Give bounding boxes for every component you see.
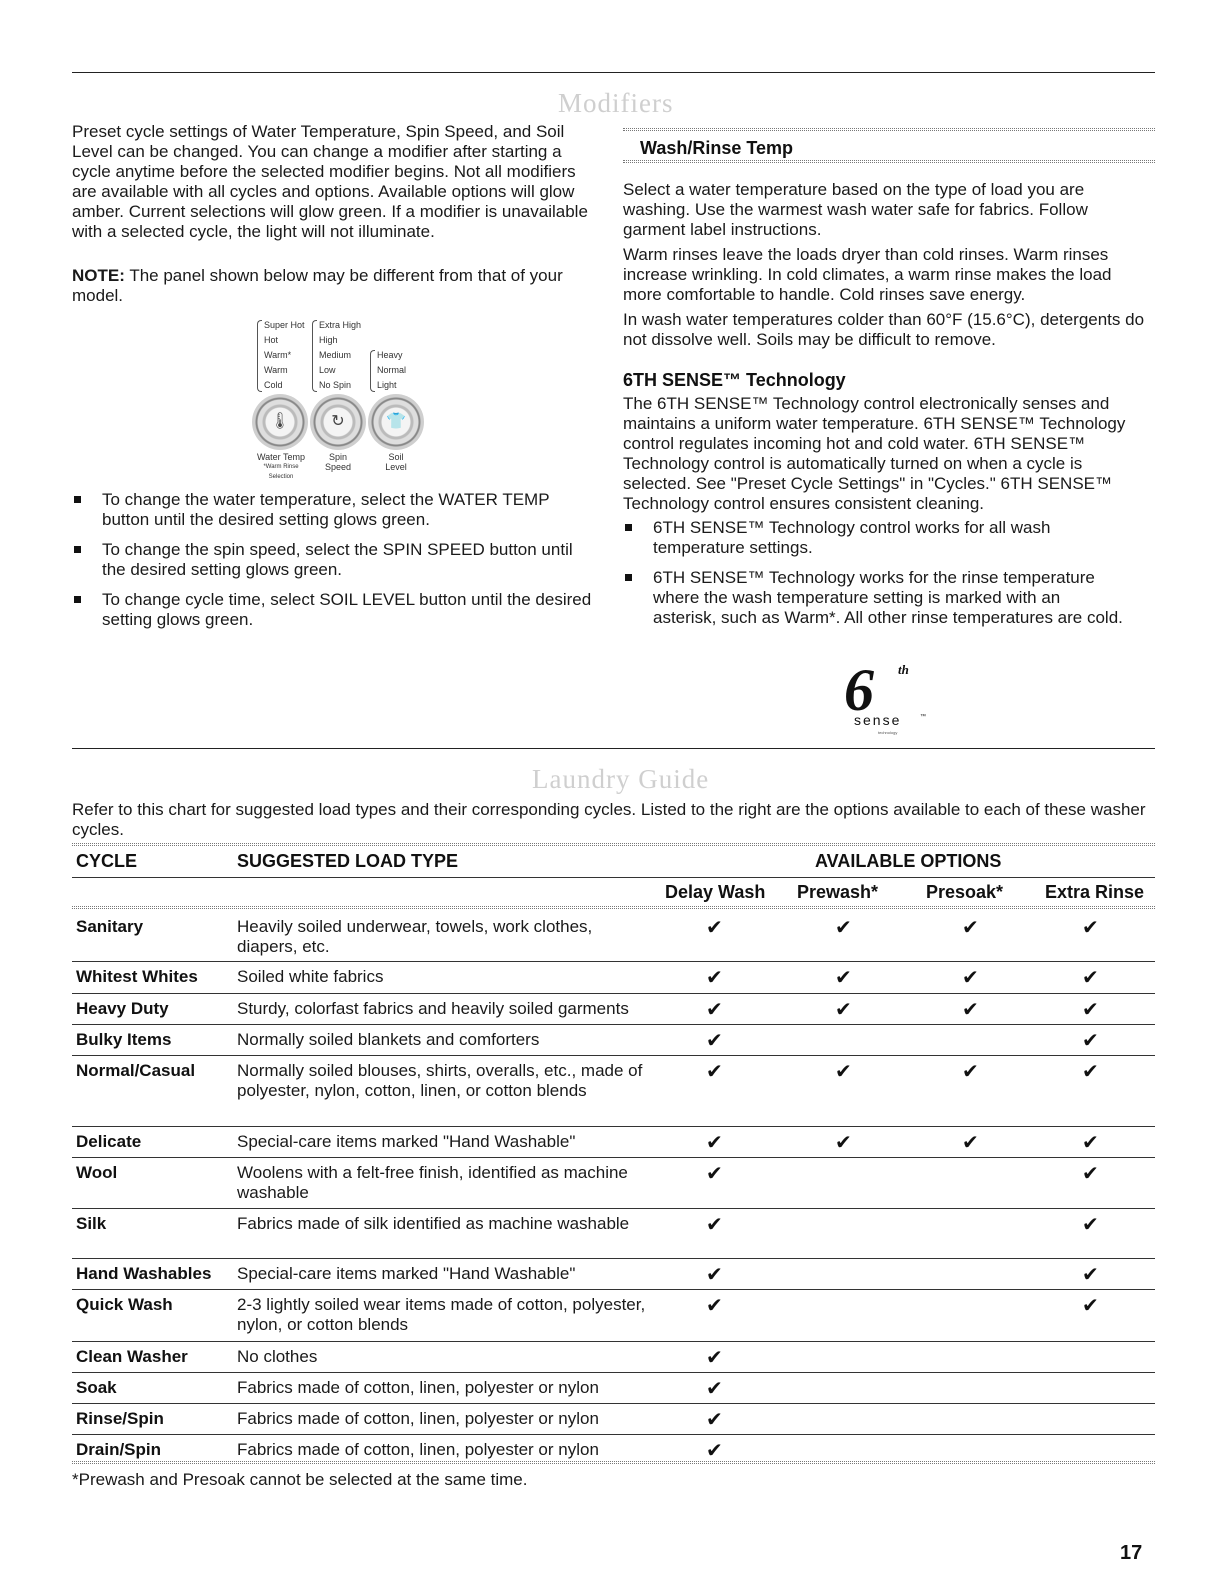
table-row (72, 994, 1155, 1025)
check-icon: ✔ (1082, 1130, 1099, 1154)
water-temp-label: Water Temp (256, 452, 305, 462)
spin-icon: ↻ (331, 413, 345, 430)
table-row (72, 1158, 1155, 1209)
table-row (72, 1404, 1155, 1435)
divider (72, 906, 1155, 909)
water-temp-sub1: *Warm Rinse (263, 464, 299, 470)
cycle-name: Soak (76, 1378, 117, 1397)
divider (72, 843, 1155, 846)
check-icon: ✔ (835, 915, 852, 939)
check-icon: ✔ (1082, 1059, 1099, 1083)
check-icon: ✔ (962, 965, 979, 989)
wash-rinse-p2: Warm rinses leave the loads dryer than cold rinses. Warm rinses increase wrinkling. In cold climates, a warm rinse makes the load more comfortable to handle. Cold rinses save energy. (623, 245, 1112, 304)
spin-label: Spin (328, 452, 347, 462)
cycle-name: Clean Washer (76, 1347, 188, 1366)
load-type: Special-care items marked "Hand Washable" (237, 1264, 576, 1283)
thermometer-icon: 🌡 (269, 413, 291, 430)
spin-option: No Spin (319, 380, 352, 390)
check-icon: ✔ (706, 1059, 723, 1083)
header-prewash: Prewash* (797, 882, 879, 902)
list-item: 6TH SENSE™ Technology works for the rinse temperature where the wash temperature setting is marked with an asterisk, such as Warm*. All other rinse temperatures are cold. (623, 568, 1123, 628)
load-type: Fabrics made of cotton, linen, polyester or nylon (237, 1409, 599, 1428)
sixth-sense-logo (838, 658, 948, 738)
check-icon: ✔ (1082, 1161, 1099, 1185)
divider (623, 160, 1155, 163)
modifiers-bullets (72, 490, 592, 630)
load-type: Fabrics made of cotton, linen, polyester or nylon (237, 1440, 599, 1459)
check-icon: ✔ (706, 997, 723, 1021)
cycle-name: Heavy Duty (76, 999, 169, 1018)
table-row (72, 1056, 1155, 1127)
cycle-name: Wool (76, 1163, 118, 1182)
check-icon: ✔ (1082, 1262, 1099, 1286)
load-type: Special-care items marked "Hand Washable" (237, 1132, 576, 1151)
table-row (72, 1342, 1155, 1373)
load-type: Soiled white fabrics (237, 967, 384, 986)
load-type: No clothes (237, 1347, 318, 1366)
control-panel-figure (250, 318, 430, 478)
sixth-sense-heading: 6TH SENSE™ Technology (623, 370, 846, 390)
water-temp-knob[interactable] (252, 394, 308, 450)
check-icon: ✔ (835, 997, 852, 1021)
water-temp-option: Warm (264, 365, 288, 375)
table-row (72, 1127, 1155, 1158)
check-icon: ✔ (962, 997, 979, 1021)
top-rule (72, 72, 1155, 73)
load-type: Normally soiled blankets and comforters (237, 1030, 540, 1049)
cycle-name: Hand Washables (76, 1264, 212, 1283)
spin-bracket (312, 320, 317, 392)
logo-sub: technology (878, 730, 898, 735)
load-type: Woolens with a felt-free finish, identified as machine washable (237, 1163, 628, 1202)
spin-option: Extra High (319, 320, 362, 330)
load-type: Normally soiled blouses, shirts, overalls, etc., made of polyester, nylon, cotton, linen, or cotton blends (237, 1061, 643, 1100)
wash-rinse-p3: In wash water temperatures colder than 60°F (15.6°C), detergents do not dissolve well. Soils may be difficult to remove. (623, 310, 1145, 349)
table-row (72, 912, 1155, 962)
header-options: AVAILABLE OPTIONS (815, 851, 1002, 871)
logo-th: th (898, 662, 909, 677)
soil-level-knob[interactable] (368, 394, 424, 450)
check-icon: ✔ (1082, 915, 1099, 939)
check-icon: ✔ (706, 1293, 723, 1317)
table-row (72, 1290, 1155, 1342)
water-temp-option: Hot (264, 335, 279, 345)
check-icon: ✔ (1082, 1212, 1099, 1236)
check-icon: ✔ (706, 1345, 723, 1369)
check-icon: ✔ (706, 1376, 723, 1400)
header-extra-rinse: Extra Rinse (1045, 882, 1145, 902)
divider (72, 1461, 1155, 1464)
list-item: 6TH SENSE™ Technology control works for all wash temperature settings. (623, 518, 1123, 558)
soil-bracket (370, 350, 375, 392)
middle-rule (72, 748, 1155, 749)
soil-option: Heavy (377, 350, 403, 360)
check-icon: ✔ (1082, 965, 1099, 989)
laundry-guide-title: Laundry Guide (532, 764, 710, 794)
logo-word: sense (854, 712, 902, 728)
check-icon: ✔ (835, 965, 852, 989)
spin-option: Low (319, 365, 336, 375)
logo-six: 6 (844, 658, 874, 723)
modifiers-note (72, 266, 592, 306)
header-rule (72, 877, 1155, 878)
cycle-name: Quick Wash (76, 1295, 173, 1314)
footnote: *Prewash and Presoak cannot be selected at the same time. (72, 1470, 528, 1489)
note-label: NOTE: (72, 266, 125, 285)
table-row (72, 1435, 1155, 1462)
wash-rinse-p1: Select a water temperature based on the type of load you are washing. Use the warmest wash water safe for fabrics. Follow garment label instructions. (623, 180, 1088, 239)
check-icon: ✔ (835, 1059, 852, 1083)
spin-label2: Speed (324, 462, 352, 472)
load-type: Sturdy, colorfast fabrics and heavily soiled garments (237, 999, 629, 1018)
check-icon: ✔ (1082, 1293, 1099, 1317)
header-load: SUGGESTED LOAD TYPE (237, 851, 459, 871)
check-icon: ✔ (706, 915, 723, 939)
check-icon: ✔ (1082, 997, 1099, 1021)
water-temp-option: Cold (264, 380, 283, 390)
divider (623, 128, 1155, 131)
table-row (72, 1209, 1155, 1259)
logo-tm: ™ (920, 714, 926, 720)
check-icon: ✔ (706, 1262, 723, 1286)
spin-option: Medium (319, 350, 352, 360)
sixth-sense-p1: The 6TH SENSE™ Technology control electronically senses and maintains a uniform water temperature. 6TH SENSE™ Technology control regulates incoming hot and cold water. 6TH SENSE™ Technology control is automatically turned on when a cycle is selected. See "Preset Cycle Settings" in "Cycles." 6TH SENSE™ Technology control ensures consistent cleaning. (623, 394, 1126, 513)
load-type: Heavily soiled underwear, towels, work clothes, diapers, etc. (237, 917, 593, 956)
cycle-name: Drain/Spin (76, 1440, 162, 1459)
header-presoak: Presoak* (926, 882, 1004, 902)
header-cycle: CYCLE (76, 851, 138, 871)
wash-rinse-heading: Wash/Rinse Temp (640, 138, 794, 158)
cycle-name: Bulky Items (76, 1030, 172, 1049)
table-row (72, 1259, 1155, 1290)
list-item: To change the water temperature, select the WATER TEMP button until the desired setting glows green. (72, 490, 592, 530)
soil-label: Soil (388, 452, 404, 462)
check-icon: ✔ (706, 1161, 723, 1185)
spin-option: High (319, 335, 338, 345)
logo-graphic (838, 658, 948, 738)
soil-option: Normal (377, 365, 407, 375)
check-icon: ✔ (962, 915, 979, 939)
water-temp-sub2: Selection (268, 474, 294, 480)
table-row (72, 1025, 1155, 1056)
spin-speed-knob[interactable] (310, 394, 366, 450)
header-delay-wash: Delay Wash (665, 882, 766, 902)
water-temp-option: Warm* (264, 350, 292, 360)
check-icon: ✔ (706, 1130, 723, 1154)
check-icon: ✔ (962, 1130, 979, 1154)
shirt-icon: 👕 (386, 413, 406, 430)
cycle-name: Delicate (76, 1132, 142, 1151)
check-icon: ✔ (835, 1130, 852, 1154)
page-number: 17 (1120, 1542, 1143, 1564)
soil-option: Light (377, 380, 397, 390)
table-row (72, 1373, 1155, 1404)
water-temp-option: Super Hot (264, 320, 305, 330)
water-temp-caption (246, 452, 316, 482)
sixth-sense-bullets (623, 518, 1123, 628)
spin-caption (308, 452, 368, 472)
modifiers-intro: Preset cycle settings of Water Temperature, Spin Speed, and Soil Level can be changed. You can change a modifier after starting a cycle anytime before the selected modifier begins. Not all modifiers are available with all cycles and options. Available options will glow amber. Current selections will glow green. If a modifier is unavailable with a selected cycle, the light will not illuminate. (72, 122, 588, 241)
modifiers-title: Modifiers (558, 88, 674, 118)
check-icon: ✔ (1082, 1028, 1099, 1052)
cycle-name: Rinse/Spin (76, 1409, 164, 1428)
cycle-name: Normal/Casual (76, 1061, 196, 1080)
check-icon: ✔ (962, 1059, 979, 1083)
laundry-guide-intro: Refer to this chart for suggested load types and their corresponding cycles. Listed to the right are the options available to each of these washer cycles. (72, 800, 1146, 839)
list-item: To change the spin speed, select the SPIN SPEED button until the desired setting glows green. (72, 540, 592, 580)
load-type: 2-3 lightly soiled wear items made of cotton, polyester, nylon, or cotton blends (237, 1295, 646, 1334)
check-icon: ✔ (706, 1028, 723, 1052)
soil-label2: Level (385, 462, 407, 472)
check-icon: ✔ (706, 1407, 723, 1431)
cycle-name: Whitest Whites (76, 967, 198, 986)
load-type: Fabrics made of cotton, linen, polyester or nylon (237, 1378, 599, 1397)
note-text: The panel shown below may be different from that of your model. (72, 266, 563, 305)
soil-caption (366, 452, 426, 472)
table-row (72, 962, 1155, 994)
check-icon: ✔ (706, 965, 723, 989)
list-item: To change cycle time, select SOIL LEVEL button until the desired setting glows green. (72, 590, 592, 630)
check-icon: ✔ (706, 1212, 723, 1236)
cycle-name: Sanitary (76, 917, 144, 936)
check-icon: ✔ (706, 1438, 723, 1462)
load-type: Fabrics made of silk identified as machine washable (237, 1214, 630, 1233)
water-temp-bracket (257, 320, 262, 392)
cycle-name: Silk (76, 1214, 107, 1233)
